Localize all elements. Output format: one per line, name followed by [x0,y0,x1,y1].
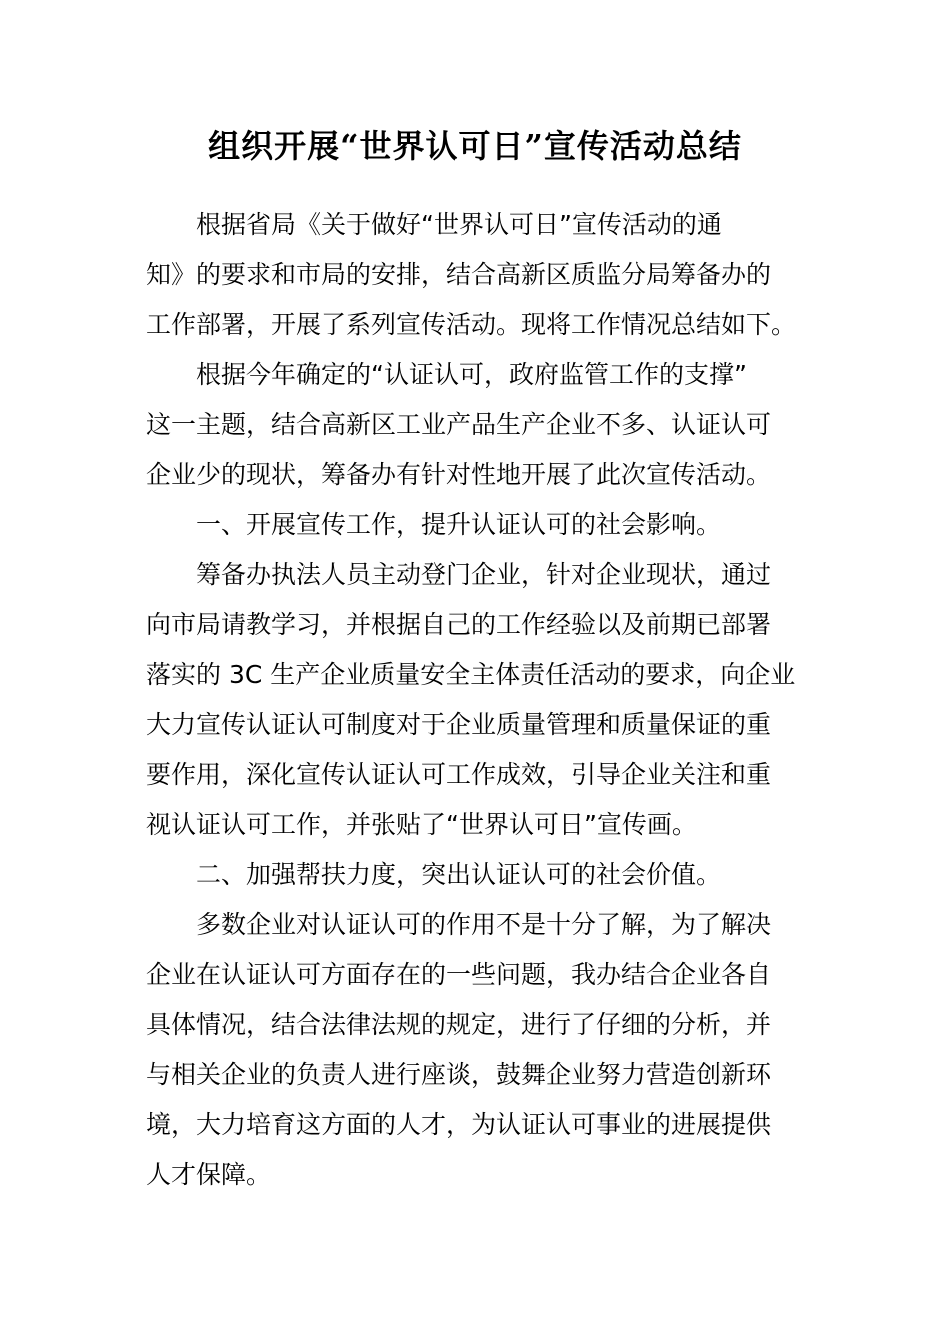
document-body [146,200,806,1200]
paragraph-1-line-1: 根据省局《关于做好“世界认可日”宣传活动的通 [196,210,722,239]
paragraph-1-line-3: 工作部署，开展了系列宣传活动。现将工作情况总结如下。 [146,310,797,339]
paragraph-4-line-5: 境，大力培育这方面的人才，为认证认可事业的进展提供 [146,1110,772,1139]
paragraph-4-line-2: 企业在认证认可方面存在的一些问题，我办结合企业各自 [146,960,772,989]
paragraph-2-line-1: 根据今年确定的“认证认可，政府监管工作的支撑” [196,360,747,389]
paragraph-4-line-6: 人才保障。 [146,1160,272,1189]
paragraph-3-line-1: 筹备办执法人员主动登门企业，针对企业现状，通过 [196,560,772,589]
paragraph-2-line-3: 企业少的现状，筹备办有针对性地开展了此次宣传活动。 [146,460,772,489]
paragraph-4-line-1: 多数企业对认证认可的作用不是十分了解，为了解决 [196,910,772,939]
section-heading-2: 二、加强帮扶力度，突出认证认可的社会价值。 [196,860,722,889]
paragraph-3-line-4: 大力宣传认证认可制度对于企业质量管理和质量保证的重 [146,710,772,739]
paragraph-3-line-2: 向市局请教学习，并根据自己的工作经验以及前期已部署 [146,610,772,639]
paragraph-3-line-5: 要作用，深化宣传认证认可工作成效，引导企业关注和重 [146,760,772,789]
paragraph-4-line-3: 具体情况，结合法律法规的规定，进行了仔细的分析，并 [146,1010,772,1039]
paragraph-2-line-2: 这一主题，结合高新区工业产品生产企业不多、认证认可 [146,410,772,439]
paragraph-4-line-4: 与相关企业的负责人进行座谈，鼓舞企业努力营造创新环 [146,1060,772,1089]
paragraph-1-line-2: 知》的要求和市局的安排，结合高新区质监分局筹备办的 [146,260,772,289]
document-title: 组织开展“世界认可日”宣传活动总结 [208,127,742,165]
section-heading-1: 一、开展宣传工作，提升认证认可的社会影响。 [196,510,722,539]
paragraph-3-line-6: 视认证认可工作，并张贴了“世界认可日”宣传画。 [146,810,697,839]
paragraph-3-line-3: 落实的 3C 生产企业质量安全主体责任活动的要求，向企业 [146,660,796,689]
